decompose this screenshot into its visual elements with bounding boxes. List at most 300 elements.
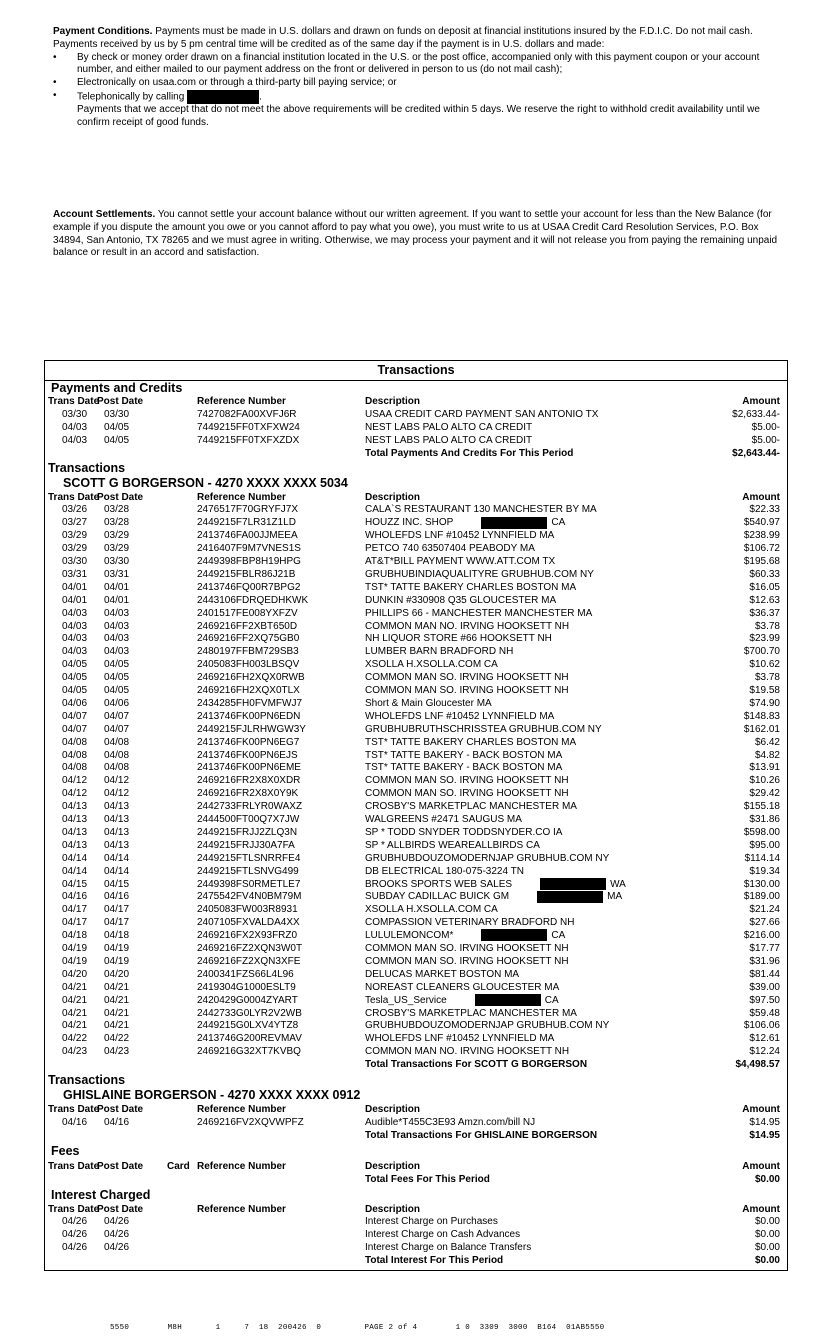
trans-date: 04/15 xyxy=(62,878,88,890)
amount: $74.90 xyxy=(749,697,780,709)
trans-date: 04/26 xyxy=(62,1229,88,1241)
amount: $10.62 xyxy=(749,659,780,671)
description: TST* TATTE BAKERY CHARLES BOSTON MA xyxy=(365,736,577,748)
reference-number: 2449215FTLSNRRFE4 xyxy=(197,852,301,864)
trans-date: 04/03 xyxy=(62,434,88,446)
trans-date: 04/13 xyxy=(62,801,88,813)
amount: $106.72 xyxy=(743,543,780,555)
amount: $162.01 xyxy=(743,723,780,735)
description: COMPASSION VETERINARY BRADFORD NH xyxy=(365,917,575,929)
col-amount-header: Amount xyxy=(742,396,780,407)
amount: $13.91 xyxy=(749,762,780,774)
description: COMMON MAN SO. IRVING HOOKSETT NH xyxy=(365,788,569,800)
description: WHOLEFDS LNF #10452 LYNNFIELD MA xyxy=(365,710,555,722)
reference-number: 2449215FBLR86J21B xyxy=(197,568,296,580)
col-amount-header: Amount xyxy=(742,1160,780,1172)
description-state: CA xyxy=(551,517,566,529)
table-row xyxy=(45,1116,787,1129)
fees-title: Fees xyxy=(51,1143,80,1158)
reference-number: 2449215FJLRHWGW3Y xyxy=(197,723,306,735)
col-description-header: Description xyxy=(365,1160,421,1172)
col-post-date-header: Post Date xyxy=(97,396,144,407)
trans-date: 04/12 xyxy=(62,775,88,787)
amount: $95.00 xyxy=(749,839,780,851)
amount: $29.42 xyxy=(749,788,780,800)
description: NOREAST CLEANERS GLOUCESTER MA xyxy=(365,981,560,993)
reference-number: 2413746FK00PN6EG7 xyxy=(197,736,300,748)
post-date: 04/13 xyxy=(104,814,130,825)
trans-date: 04/16 xyxy=(62,1116,88,1128)
amount: $22.33 xyxy=(749,504,780,516)
trans-date: 04/23 xyxy=(62,1046,88,1058)
post-date: 04/07 xyxy=(104,710,130,722)
amount: $130.00 xyxy=(743,878,780,890)
payments-credits-title: Payments and Credits xyxy=(51,381,183,395)
col-reference-header: Reference Number xyxy=(197,491,286,503)
trans-date: 04/21 xyxy=(62,1007,88,1019)
column-header-row xyxy=(45,491,787,504)
reference-number: 2413746FK00PN6EJS xyxy=(197,749,298,761)
table-row xyxy=(45,1215,787,1228)
post-date: 04/26 xyxy=(104,1229,130,1241)
amount: $216.00 xyxy=(743,930,780,942)
description: CROSBY'S MARKETPLAC MANCHESTER MA xyxy=(365,801,577,813)
post-date: 04/14 xyxy=(104,865,130,877)
post-date: 03/30 xyxy=(104,408,130,420)
post-date: 03/31 xyxy=(104,568,130,580)
description: Short & Main Gloucester MA xyxy=(365,697,492,709)
amount: $700.70 xyxy=(743,646,780,658)
col-post-date-header: Post Date xyxy=(97,1203,144,1215)
table-row xyxy=(45,529,787,542)
trans-date: 04/14 xyxy=(62,852,88,864)
bullet-icon: • xyxy=(53,51,57,63)
post-date: 04/13 xyxy=(104,839,130,851)
cardholder-ghislaine-title: GHISLAINE BORGERSON - 4270 XXXX XXXX 0912 xyxy=(63,1088,361,1102)
col-reference-header: Reference Number xyxy=(197,396,286,407)
reference-number: 2434285FH0FVMFWJ7 xyxy=(197,697,303,709)
table-row xyxy=(45,594,787,607)
trans-date: 04/22 xyxy=(62,1033,88,1045)
description-state: CA xyxy=(544,994,559,1006)
description: SP * TODD SNYDER TODDSNYDER.CO IA xyxy=(365,826,563,838)
amount: $17.77 xyxy=(749,943,780,954)
col-trans-date-header: Trans Date xyxy=(48,1203,100,1215)
col-description-header: Description xyxy=(365,1203,421,1215)
table-row xyxy=(45,516,787,529)
col-amount-header: Amount xyxy=(742,1104,780,1115)
table-row xyxy=(45,774,787,787)
post-date: 04/01 xyxy=(104,594,130,606)
description: WHOLEFDS LNF #10452 LYNNFIELD MA xyxy=(365,1033,555,1045)
amount: $189.00 xyxy=(743,891,780,903)
post-date: 04/13 xyxy=(104,826,130,838)
reference-number: 7449215FF0TXFXW24 xyxy=(197,421,300,433)
trans-date: 04/13 xyxy=(62,814,88,825)
table-row xyxy=(45,710,787,723)
description: COMMON MAN SO. IRVING HOOKSETT NH xyxy=(365,943,569,954)
description: GRUBHUBRUTHSCHRISSTEA GRUBHUB.COM NY xyxy=(365,723,602,735)
description: PHILLIPS 66 - MANCHESTER MANCHESTER MA xyxy=(365,607,593,619)
table-row xyxy=(45,421,787,434)
reference-number: 2469216FF2XQ75GB0 xyxy=(197,633,300,645)
reference-number: 2449398FS0RMETLE7 xyxy=(197,878,301,890)
reference-number: 7449215FF0TXFXZDX xyxy=(197,434,300,446)
trans-date: 03/30 xyxy=(62,408,88,420)
trans-date: 04/17 xyxy=(62,917,88,929)
trans-date: 03/29 xyxy=(62,530,88,542)
trans-date: 04/26 xyxy=(62,1216,88,1228)
description: PETCO 740 63507404 PEABODY MA xyxy=(365,543,535,555)
total-amount: $2,643.44- xyxy=(732,447,780,459)
table-row xyxy=(45,981,787,994)
table-row xyxy=(45,916,787,929)
total-amount: $14.95 xyxy=(749,1129,780,1141)
reference-number: 2469216FH2XQX0TLX xyxy=(197,685,300,696)
reference-number: 2419304G1000ESLT9 xyxy=(197,981,296,993)
table-row xyxy=(45,684,787,697)
description: NH LIQUOR STORE #66 HOOKSETT NH xyxy=(365,633,552,645)
post-date: 04/16 xyxy=(104,891,130,903)
total-label: Total Fees For This Period xyxy=(365,1173,490,1185)
reference-number: 2413746FQ00R7BPG2 xyxy=(197,581,301,593)
transactions-section-title-2: Transactions xyxy=(48,1073,126,1087)
amount: $23.99 xyxy=(749,633,780,645)
post-date: 04/05 xyxy=(104,685,130,696)
trans-date: 03/27 xyxy=(62,517,88,529)
col-description-header: Description xyxy=(365,396,421,407)
trans-date: 04/05 xyxy=(62,672,88,684)
trans-date: 04/05 xyxy=(62,659,88,671)
post-date: 04/03 xyxy=(104,646,130,658)
payment-method-text: By check or money order drawn on a financial institution located in the U.S. or the post office, accompanied only with this payment coupon or your account number, and either mailed to our payment address on the front or delivered in person to us (do not mail cash); xyxy=(77,51,760,76)
reference-number: 2401517FE008YXFZV xyxy=(197,607,298,619)
column-header-row xyxy=(45,1103,787,1116)
reference-number: 2469216FX2X93FRZ0 xyxy=(197,930,298,942)
col-description-header: Description xyxy=(365,1104,421,1115)
trans-date: 04/21 xyxy=(62,1020,88,1032)
post-date: 04/21 xyxy=(104,994,130,1006)
col-reference-header: Reference Number xyxy=(197,1104,286,1115)
transactions-title: Transactions xyxy=(45,361,787,381)
table-row xyxy=(45,852,787,865)
table-row xyxy=(45,620,787,633)
reference-number: 2469216FR2X8X0Y9K xyxy=(197,788,299,800)
amount: $97.50 xyxy=(749,994,780,1006)
col-amount-header: Amount xyxy=(742,491,780,503)
amount: $0.00 xyxy=(754,1242,780,1254)
reference-number: 2469216FH2XQX0RWB xyxy=(197,672,305,684)
trans-date: 04/13 xyxy=(62,826,88,838)
amount: $31.96 xyxy=(749,955,780,967)
reference-number: 2413746FA00JJMEEA xyxy=(197,530,298,542)
account-settlements-heading: Account Settlements. xyxy=(53,209,156,220)
ghislaine-total-row xyxy=(45,1129,787,1142)
description: COMMON MAN NO. IRVING HOOKSETT NH xyxy=(365,620,570,632)
amount: $36.37 xyxy=(749,607,780,619)
post-date: 04/19 xyxy=(104,943,130,954)
table-row xyxy=(45,434,787,447)
trans-date: 04/03 xyxy=(62,646,88,658)
payment-method-item xyxy=(53,77,783,90)
trans-date: 04/03 xyxy=(62,620,88,632)
reference-number: 2449215G0LXV4YTZ8 xyxy=(197,1020,299,1032)
amount: $27.66 xyxy=(749,917,780,929)
post-date: 04/01 xyxy=(104,581,130,593)
transactions-table xyxy=(44,360,788,1271)
description-state: MA xyxy=(607,891,623,903)
description: WHOLEFDS LNF #10452 LYNNFIELD MA xyxy=(365,530,555,542)
amount: $238.99 xyxy=(743,530,780,542)
table-row xyxy=(45,878,787,891)
amount: $106.06 xyxy=(743,1020,780,1032)
description: LUMBER BARN BRADFORD NH xyxy=(365,646,514,658)
cardholder-scott-title: SCOTT G BORGERSON - 4270 XXXX XXXX 5034 xyxy=(63,475,348,490)
post-date: 04/17 xyxy=(104,904,130,916)
payment-methods-list xyxy=(53,52,783,130)
payment-closing: Payments that we accept that do not meet the above requirements will be credited within 5 days. We reserve the right to withhold credit availability until we confirm receipt of good funds. xyxy=(77,104,760,129)
post-date: 04/17 xyxy=(104,917,130,929)
col-trans-date-header: Trans Date xyxy=(48,491,100,503)
amount: $195.68 xyxy=(743,556,780,567)
description: XSOLLA H.XSOLLA.COM CA xyxy=(365,904,498,916)
account-settlements xyxy=(53,209,783,260)
post-date: 04/03 xyxy=(104,620,130,632)
trans-date: 04/17 xyxy=(62,904,88,916)
payment-conditions xyxy=(53,26,783,130)
post-date: 04/26 xyxy=(104,1242,130,1254)
description: Interest Charge on Cash Advances xyxy=(365,1229,521,1241)
amount: $2,633.44- xyxy=(732,408,780,420)
column-header-row xyxy=(45,1160,787,1173)
table-row xyxy=(45,607,787,620)
post-date: 04/12 xyxy=(104,775,130,787)
reference-number: 2469216FZ2XQN3XFE xyxy=(197,955,301,967)
reference-number: 2416407F9M7VNES1S xyxy=(197,543,301,555)
reference-number: 2480197FFBM729SB3 xyxy=(197,646,299,658)
trans-date: 03/30 xyxy=(62,556,88,567)
trans-date: 04/21 xyxy=(62,981,88,993)
post-date: 04/21 xyxy=(104,1007,130,1019)
reference-number: 2444500FT00Q7X7JW xyxy=(197,814,300,825)
table-row xyxy=(45,723,787,736)
total-label: Total Interest For This Period xyxy=(365,1255,504,1267)
amount: $4.82 xyxy=(754,749,780,761)
payment-conditions-intro: Payments must be made in U.S. dollars and drawn on funds on deposit at financial institutions insured by the F.D.I.C. Do not mail cash. Payments received by us by 5 pm central time will be credited as of the same day if the payment is in U.S. dollars and made: xyxy=(53,26,753,50)
col-trans-date-header: Trans Date xyxy=(48,1104,100,1115)
trans-date: 04/19 xyxy=(62,943,88,954)
table-row xyxy=(45,555,787,568)
reference-number: 2449398FBP8H19HPG xyxy=(197,556,301,567)
redaction-block xyxy=(475,994,541,1006)
col-reference-header: Reference Number xyxy=(197,1203,286,1215)
redaction-block xyxy=(481,929,547,941)
description: COMMON MAN SO. IRVING HOOKSETT NH xyxy=(365,672,569,684)
table-row xyxy=(45,658,787,671)
trans-date: 04/03 xyxy=(62,633,88,645)
table-row xyxy=(45,581,787,594)
table-row xyxy=(45,839,787,852)
total-amount: $4,498.57 xyxy=(735,1059,780,1071)
trans-date: 04/16 xyxy=(62,891,88,903)
reference-number: 2400341FZS66L4L96 xyxy=(197,968,294,980)
table-row xyxy=(45,1241,787,1254)
amount: $39.00 xyxy=(749,981,780,993)
amount: $5.00- xyxy=(751,421,780,433)
table-row xyxy=(45,942,787,955)
trans-date: 04/01 xyxy=(62,594,88,606)
amount: $16.05 xyxy=(749,581,780,593)
description: XSOLLA H.XSOLLA.COM CA xyxy=(365,659,498,671)
col-description-header: Description xyxy=(365,491,421,503)
post-date: 03/28 xyxy=(104,517,130,529)
redaction-block xyxy=(481,517,547,529)
reference-number: 2449215FTLSNVG499 xyxy=(197,865,299,877)
total-label: Total Payments And Credits For This Period xyxy=(365,447,574,459)
col-card-header: Card xyxy=(167,1160,190,1172)
col-post-date-header: Post Date xyxy=(97,1160,144,1172)
description: NEST LABS PALO ALTO CA CREDIT xyxy=(365,434,533,446)
total-label: Total Transactions For SCOTT G BORGERSON xyxy=(365,1059,588,1071)
post-date: 04/08 xyxy=(104,736,130,748)
payment-conditions-heading: Payment Conditions. xyxy=(53,26,153,37)
table-row xyxy=(45,408,787,421)
redaction-block xyxy=(537,891,603,903)
trans-date: 03/26 xyxy=(62,504,88,516)
post-date: 04/23 xyxy=(104,1046,130,1058)
amount: $148.83 xyxy=(743,710,780,722)
redaction-block xyxy=(540,878,606,890)
amount: $12.63 xyxy=(749,594,780,606)
table-row xyxy=(45,1032,787,1045)
reference-number: 2413746FK00PN6EME xyxy=(197,762,301,774)
trans-date: 04/07 xyxy=(62,723,88,735)
table-row xyxy=(45,542,787,555)
description: COMMON MAN SO. IRVING HOOKSETT NH xyxy=(365,685,569,696)
description: CROSBY'S MARKETPLAC MANCHESTER MA xyxy=(365,1007,577,1019)
reference-number: 2442733G0LYR2V2WB xyxy=(197,1007,302,1019)
table-row xyxy=(45,749,787,762)
table-row xyxy=(45,1045,787,1058)
post-date: 04/18 xyxy=(104,930,130,942)
description: BROOKS SPORTS WEB SALES WA xyxy=(365,878,626,890)
description: Interest Charge on Balance Transfers xyxy=(365,1242,532,1254)
post-date: 04/22 xyxy=(104,1033,130,1045)
description: Audible*T455C3E93 Amzn.com/bill NJ xyxy=(365,1116,536,1128)
amount: $31.86 xyxy=(749,814,780,825)
reference-number: 2469216FV2XQVWPFZ xyxy=(197,1116,304,1128)
trans-date: 04/12 xyxy=(62,788,88,800)
trans-date: 04/21 xyxy=(62,994,88,1006)
amount: $21.24 xyxy=(749,904,780,916)
bullet-icon: • xyxy=(53,77,57,89)
description: SP * ALLBIRDS WEAREALLBIRDS CA xyxy=(365,839,540,851)
reference-number: 2442733FRLYR0WAXZ xyxy=(197,801,303,813)
reference-number: 2475542FV4N0BM79M xyxy=(197,891,302,903)
amount: $540.97 xyxy=(743,517,780,529)
post-date: 04/20 xyxy=(104,968,130,980)
amount: $60.33 xyxy=(749,568,780,580)
post-date: 04/07 xyxy=(104,723,130,735)
col-reference-header: Reference Number xyxy=(197,1160,286,1172)
trans-date: 04/13 xyxy=(62,839,88,851)
table-row xyxy=(45,761,787,774)
description: GRUBHUBDOUZOMODERNJAP GRUBHUB.COM NY xyxy=(365,1020,610,1032)
table-row xyxy=(45,787,787,800)
amount: $10.26 xyxy=(749,775,780,787)
column-header-row xyxy=(45,395,787,408)
amount: $3.78 xyxy=(754,620,780,632)
table-row xyxy=(45,632,787,645)
amount: $0.00 xyxy=(754,1216,780,1228)
post-date: 04/05 xyxy=(104,672,130,684)
trans-date: 04/03 xyxy=(62,607,88,619)
total-amount: $0.00 xyxy=(754,1255,780,1267)
post-date: 04/21 xyxy=(104,981,130,993)
post-date: 04/05 xyxy=(104,659,130,671)
description: USAA CREDIT CARD PAYMENT SAN ANTONIO TX xyxy=(365,408,599,420)
reference-number: 2443106FDRQEDHKWK xyxy=(197,594,309,606)
table-row xyxy=(45,994,787,1007)
description: SUBDAY CADILLAC BUICK GM MA xyxy=(365,891,623,903)
amount: $0.00 xyxy=(754,1229,780,1241)
amount: $12.24 xyxy=(749,1046,780,1058)
trans-date: 03/29 xyxy=(62,543,88,555)
description: TST* TATTE BAKERY - BACK BOSTON MA xyxy=(365,749,563,761)
amount: $3.78 xyxy=(754,672,780,684)
reference-number: 2405083FW003R8931 xyxy=(197,904,298,916)
amount: $59.48 xyxy=(749,1007,780,1019)
redaction-block xyxy=(187,90,259,104)
trans-date: 04/08 xyxy=(62,736,88,748)
column-header-row xyxy=(45,1203,787,1216)
trans-date: 04/14 xyxy=(62,865,88,877)
description: DUNKIN #330908 Q35 GLOUCESTER MA xyxy=(365,594,557,606)
reference-number: 2405083FH003LBSQV xyxy=(197,659,300,671)
post-date: 04/03 xyxy=(104,607,130,619)
description: DB ELECTRICAL 180-075-3224 TN xyxy=(365,865,524,877)
table-row xyxy=(45,503,787,516)
post-date: 04/08 xyxy=(104,749,130,761)
amount: $19.34 xyxy=(749,865,780,877)
table-row xyxy=(45,645,787,658)
post-date: 04/12 xyxy=(104,788,130,800)
description: COMMON MAN NO. IRVING HOOKSETT NH xyxy=(365,1046,570,1058)
table-row xyxy=(45,929,787,942)
amount: $5.00- xyxy=(751,434,780,446)
table-row xyxy=(45,865,787,878)
reference-number: 2449215FRJJ2ZLQ3N xyxy=(197,826,298,838)
description-state: WA xyxy=(610,878,626,890)
description: COMMON MAN SO. IRVING HOOKSETT NH xyxy=(365,775,569,787)
description: GRUBHUBINDIAQUALITYRE GRUBHUB.COM NY xyxy=(365,568,594,580)
post-date: 04/13 xyxy=(104,801,130,813)
reference-number: 2449215FRJJ30A7FA xyxy=(197,839,295,851)
description: TST* TATTE BAKERY CHARLES BOSTON MA xyxy=(365,581,577,593)
amount: $6.42 xyxy=(754,736,780,748)
table-row xyxy=(45,671,787,684)
amount: $14.95 xyxy=(749,1116,780,1128)
table-row xyxy=(45,800,787,813)
post-date: 03/29 xyxy=(104,543,130,555)
description: NEST LABS PALO ALTO CA CREDIT xyxy=(365,421,533,433)
post-date: 04/16 xyxy=(104,1116,130,1128)
description: WALGREENS #2471 SAUGUS MA xyxy=(365,814,522,825)
reference-number: 2469216FR2X8X0XDR xyxy=(197,775,301,787)
reference-number: 2413746G200REVMAV xyxy=(197,1033,302,1045)
trans-date: 04/05 xyxy=(62,685,88,696)
table-row xyxy=(45,736,787,749)
